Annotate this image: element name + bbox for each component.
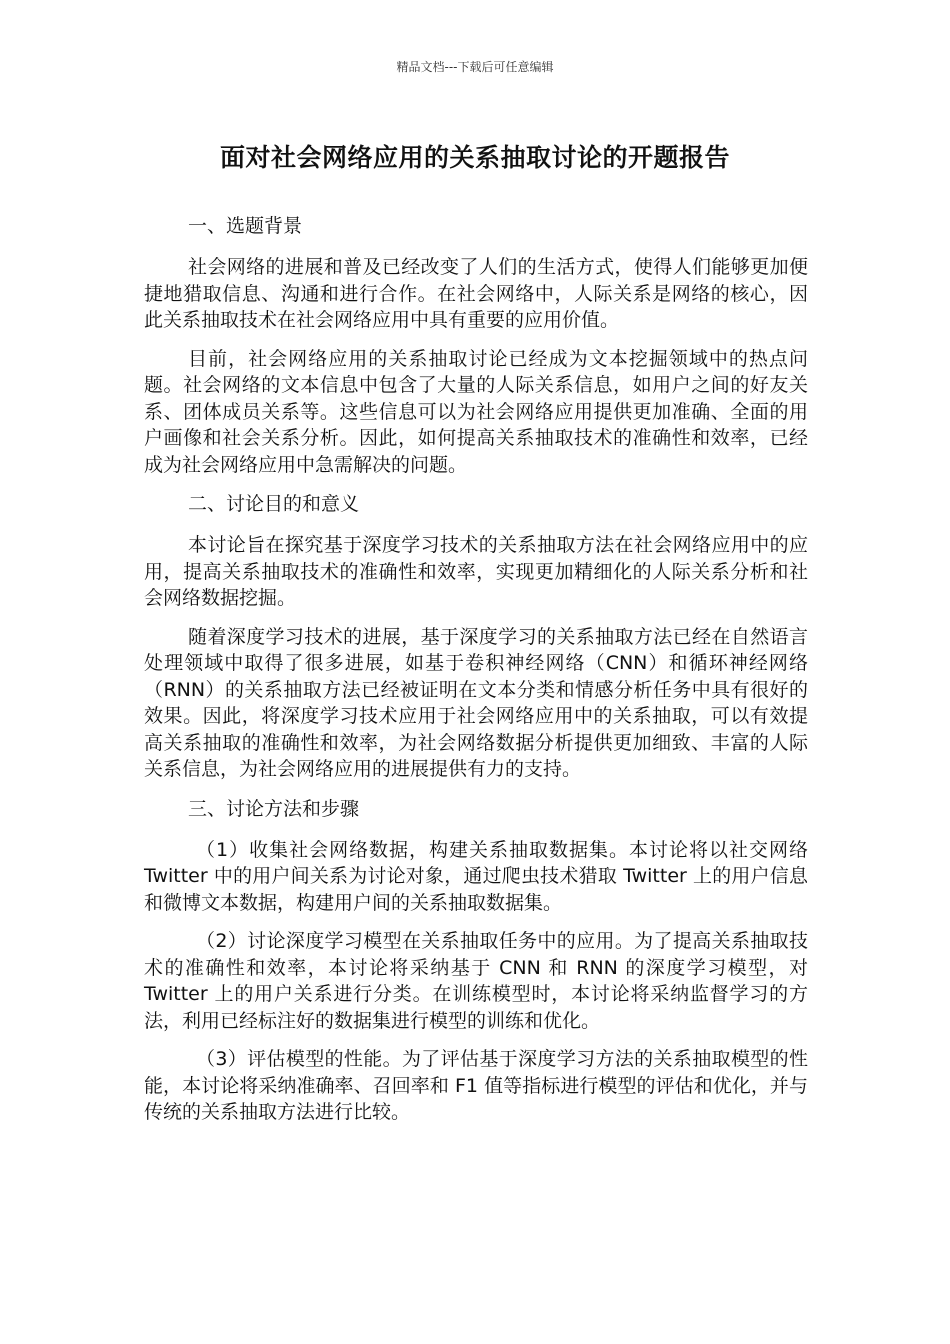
paragraph-method-step-2: （2）讨论深度学习模型在关系抽取任务中的应用。为了提高关系抽取技术的准确性和效率，本讨论将采纳基于 CNN 和 RNN 的深度学习模型，对 Twitter 上的用户关系进行分类。在训练模型时，本讨论将采纳监督学习的方法，利用已经标注好的数据集进行模型的训练和优化。	[144, 930, 808, 1032]
section-heading-purpose: 二、讨论目的和意义	[188, 493, 360, 515]
document-title: 面对社会网络应用的关系抽取讨论的开题报告	[219, 143, 730, 172]
section-heading-methods: 三、讨论方法和步骤	[188, 797, 360, 820]
paragraph-background-2: 目前，社会网络应用的关系抽取讨论已经成为文本挖掘领域中的热点问题。社会网络的文本信息中包含了大量的人际关系信息，如用户之间的好友关系、团体成员关系等。这些信息可以为社会网络应用提供更加准确、全面的用户画像和社会关系分析。因此，如何提高关系抽取技术的准确性和效率，已经成为社会网络应用中急需解决的问题。	[144, 347, 808, 476]
section-heading-background: 一、选题背景	[188, 215, 303, 237]
document-body	[144, 212, 808, 1138]
header-note: 精品文档---下载后可任意编辑	[396, 60, 554, 74]
paragraph-background-1: 社会网络的进展和普及已经改变了人们的生活方式，使得人们能够更加便捷地猎取信息、沟通和进行合作。在社会网络中，人际关系是网络的核心，因此关系抽取技术在社会网络应用中具有重要的应用价值。	[144, 256, 808, 331]
paragraph-method-step-3: （3）评估模型的性能。为了评估基于深度学习方法的关系抽取模型的性能，本讨论将采纳准确率、召回率和 F1 值等指标进行模型的评估和优化，并与传统的关系抽取方法进行比较。	[144, 1048, 808, 1123]
paragraph-method-step-1: （1）收集社会网络数据，构建关系抽取数据集。本讨论将以社交网络 Twitter 中的用户间关系为讨论对象，通过爬虫技术猎取 Twitter 上的用户信息和微博文本数据，构建用户间的关系抽取数据集。	[144, 838, 808, 914]
paragraph-purpose-1: 本讨论旨在探究基于深度学习技术的关系抽取方法在社会网络应用中的应用，提高关系抽取技术的准确性和效率，实现更加精细化的人际关系分析和社会网络数据挖掘。	[144, 534, 808, 609]
paragraph-purpose-2: 随着深度学习技术的进展，基于深度学习的关系抽取方法已经在自然语言处理领域中取得了很多进展，如基于卷积神经网络（CNN）和循环神经网络（RNN）的关系抽取方法已经被证明在文本分类和情感分析任务中具有很好的效果。因此，将深度学习技术应用于社会网络应用中的关系抽取，可以有效提高关系抽取的准确性和效率，为社会网络数据分析提供更加细致、丰富的人际关系信息，为社会网络应用的进展提供有力的支持。	[144, 625, 808, 780]
